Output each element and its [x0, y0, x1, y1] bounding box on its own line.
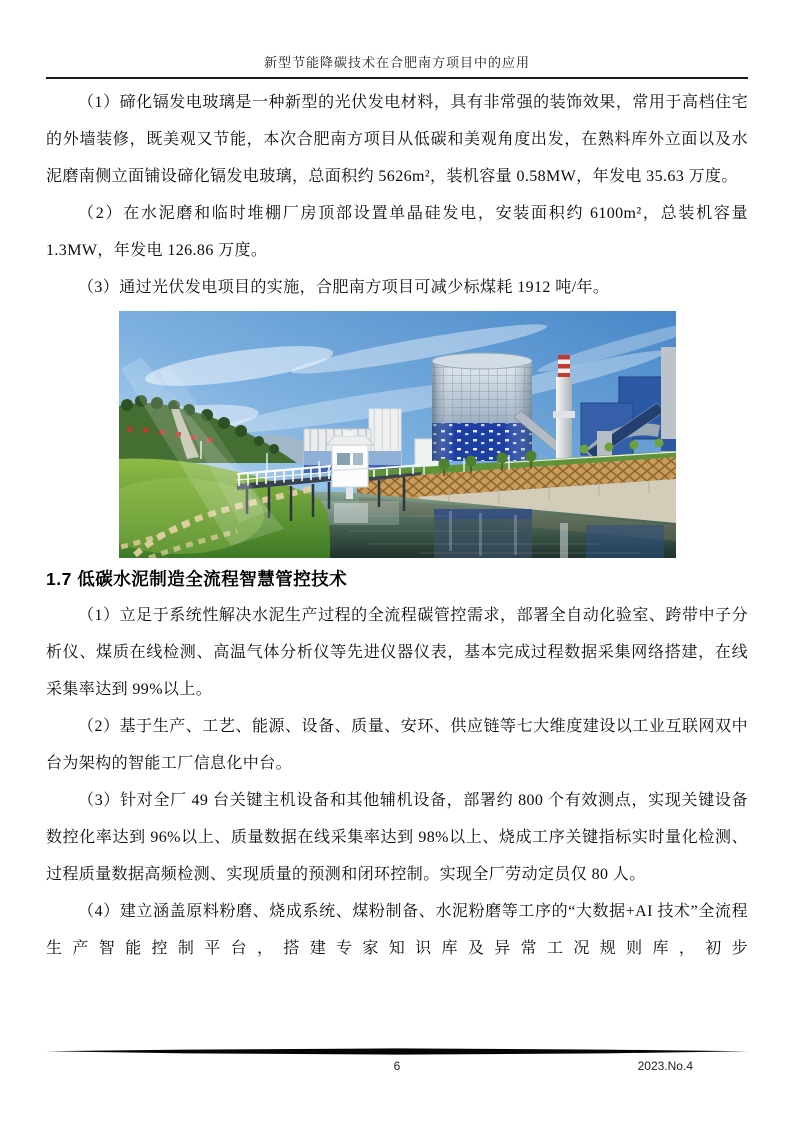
chimney-stripes — [558, 355, 570, 377]
page-number: 6 — [393, 1059, 401, 1073]
paragraph: （2）在水泥磨和临时堆棚厂房顶部设置单晶硅发电，安装面积约 6100m²，总装机容量 1.3MW，年发电 126.86 万度。 — [46, 205, 748, 259]
header-rule — [46, 77, 748, 79]
running-head-title: 新型节能降碳技术在合肥南方项目中的应用 — [263, 55, 530, 70]
paragraph: （2）基于生产、工艺、能源、设备、质量、安环、供应链等七大维度建设以工业互联网双中台为架构的智能工厂信息化中台。 — [46, 718, 748, 772]
section-heading: 1.7 低碳水泥制造全流程智慧管控技术 — [46, 569, 348, 589]
page-header — [46, 54, 748, 79]
footer-text-row — [46, 1057, 748, 1075]
paragraph: （3）通过光伏发电项目的实施，合肥南方项目可减少标煤耗 1912 吨/年。 — [78, 279, 610, 296]
page-body — [46, 84, 748, 967]
plant-photo — [119, 311, 676, 558]
page-footer — [46, 1048, 748, 1075]
plant-photo-illustration — [119, 311, 676, 558]
issue-number: 2023.No.4 — [637, 1059, 693, 1073]
paragraph: （1）碲化镉发电玻璃是一种新型的光伏发电材料，具有非常强的装饰效果，常用于高档住宅的外墙装修，既美观又节能，本次合肥南方项目从低碳和美观角度出发，在熟料库外立面以及水泥磨南侧立面铺设碲化镉发电玻璃，总面积约 5626m²，装机容量 0.58MW，年发电 35.63 万度。 — [46, 94, 748, 185]
paragraph: （4）建立涵盖原料粉磨、烧成系统、煤粉制备、水泥粉磨等工序的“大数据+AI 技术”全流程生产智能控制平台，搭建专家知识库及异常工况规则库，初步 — [46, 903, 748, 957]
paragraph: （3）针对全厂 49 台关键主机设备和其他辅机设备，部署约 800 个有效测点，实现关键设备数控化率达到 96%以上、质量数据在线采集率达到 98%以上、烧成工序关键指标实时量化检测、过程质量数据高频检测、实现质量的预测和闭环控制。实现全厂劳动定员仅 80 人。 — [46, 792, 748, 883]
footer-rule — [46, 1048, 748, 1055]
paragraph: （1）立足于系统性解决水泥生产过程的全流程碳管控需求，部署全自动化验室、跨带中子分析仪、煤质在线检测、高温气体分析仪等先进仪器仪表，基本完成过程数据采集网络搭建，在线采集率达到 99%以上。 — [46, 607, 748, 698]
